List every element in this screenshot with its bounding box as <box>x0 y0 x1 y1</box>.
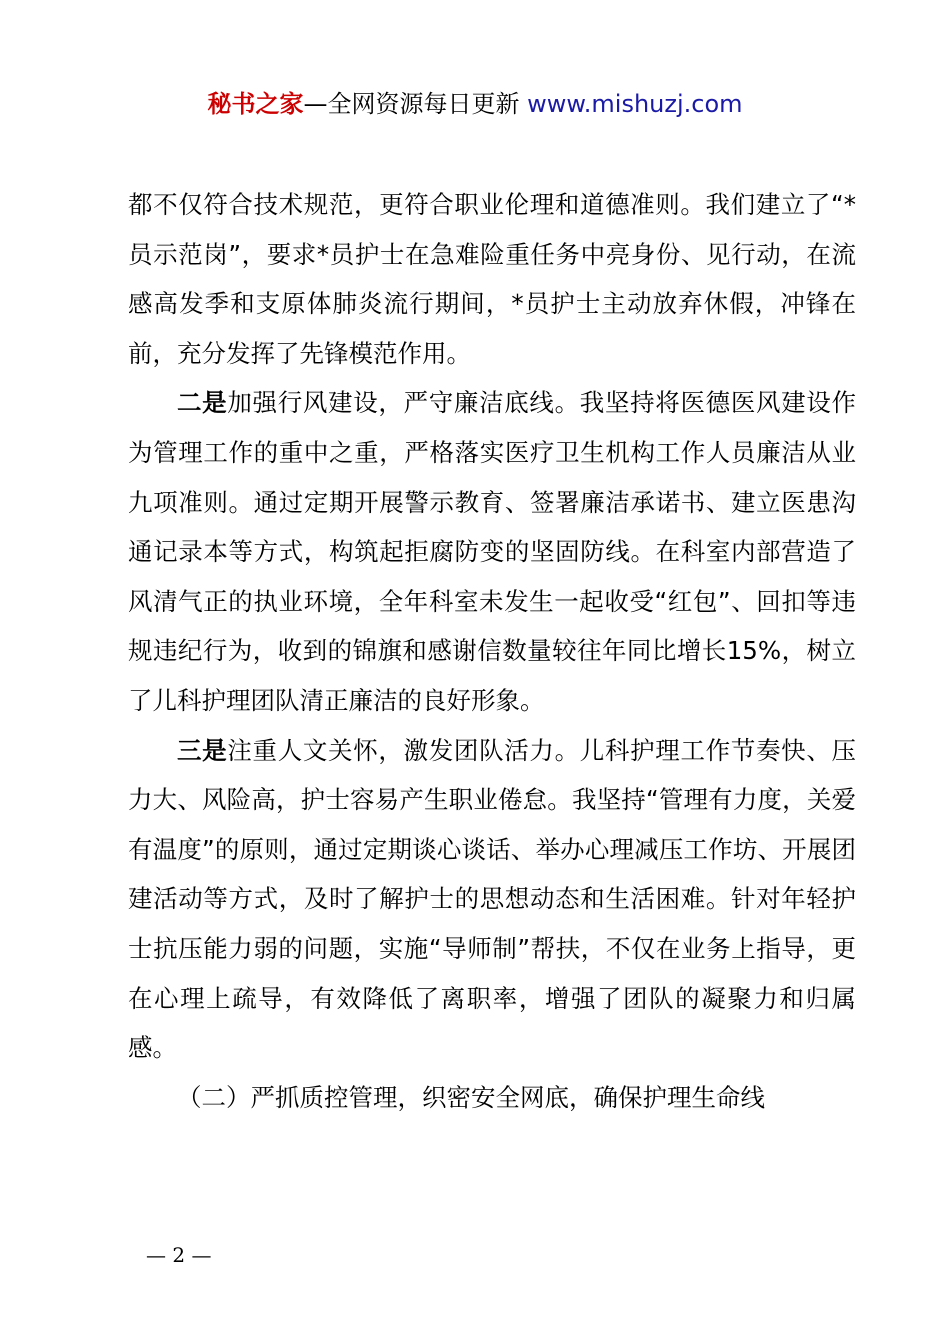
page-number: — 2 — <box>146 1243 212 1267</box>
paragraph-point-three <box>128 726 856 1073</box>
paragraph-continued: 都不仅符合技术规范，更符合职业伦理和道德准则。我们建立了“*员示范岗”，要求*员护士在急难险重任务中亮身份、见行动，在流感高发季和支原体肺炎流行期间，*员护士主动放弃休假，冲锋在前，充分发挥了先锋模范作用。 <box>128 190 856 368</box>
point-two-text: 加强行风建设，严守廉洁底线。我坚持将医德医风建设作为管理工作的重中之重，严格落实医疗卫生机构工作人员廉洁从业九项准则。通过定期开展警示教育、签署廉洁承诺书、建立医患沟通记录本等方式，构筑起拒腐防变的坚固防线。在科室内部营造了风清气正的执业环境，全年科室未发生一起收受“红包”、回扣等违规违纪行为，收到的锦旗和感谢信数量较往年同比增长15%，树立了儿科护理团队清正廉洁的良好形象。 <box>128 388 857 715</box>
site-brand: 秘书之家 <box>207 90 304 118</box>
site-header <box>0 86 950 122</box>
point-three-text: 注重人文关怀，激发团队活力。儿科护理工作节奏快、压力大、风险高，护士容易产生职业倦怠。我坚持“管理有力度，关爱有温度”的原则，通过定期谈心谈话、举办心理减压工作坊、开展团建活动等方式，及时了解护士的思想动态和生活困难。针对年轻护士抗压能力弱的问题，实施“导师制”帮扶，不仅在业务上指导，更在心理上疏导，有效降低了离职率，增强了团队的凝聚力和归属感。 <box>128 735 857 1063</box>
paragraph-point-two <box>128 378 856 725</box>
site-url[interactable]: www.mishuzj.com <box>527 90 743 118</box>
site-tagline: —全网资源每日更新 <box>303 90 528 118</box>
point-two-lead: 二是 <box>177 388 228 418</box>
section-heading: （二）严抓质控管理，织密安全网底，确保护理生命线 <box>177 1082 765 1112</box>
document-body <box>128 180 856 1122</box>
point-three-lead: 三是 <box>177 735 228 765</box>
